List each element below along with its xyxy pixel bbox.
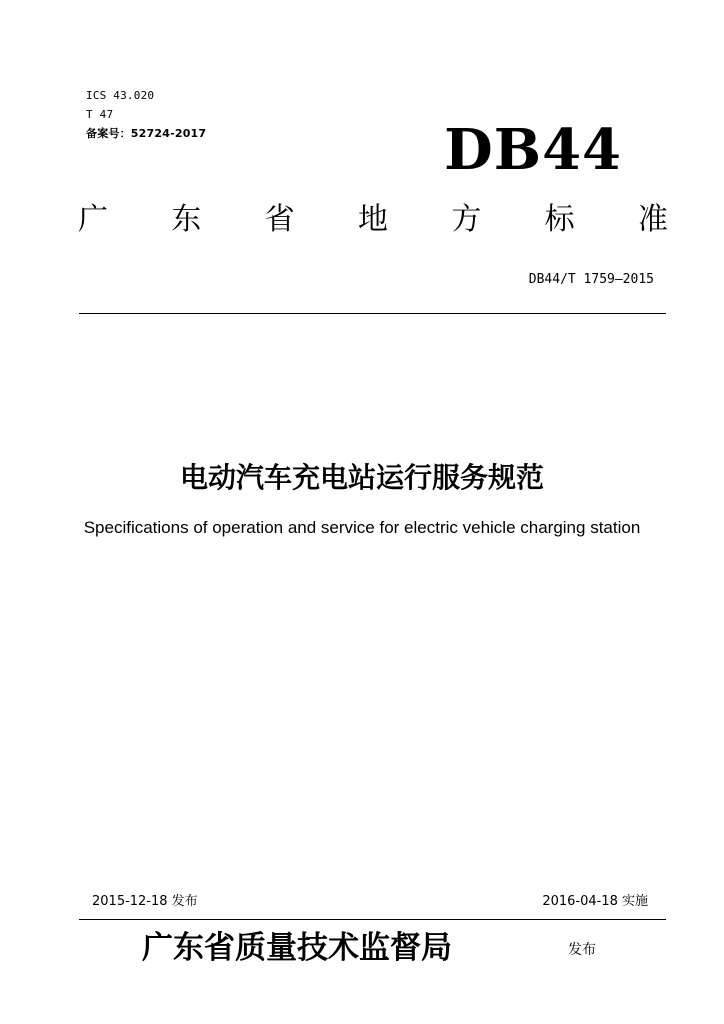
standard-type-char: 东 [171, 202, 202, 237]
classification-code: T 47 [86, 108, 114, 121]
standard-type-char: 广 [78, 202, 108, 237]
document-title-chinese: 电动汽车充电站运行服务规范 [179, 461, 544, 494]
standard-type-title [78, 198, 668, 242]
standard-type-char: 准 [637, 202, 668, 237]
ics-code: ICS 43.020 [86, 89, 155, 102]
standard-type-char: 省 [264, 202, 295, 237]
standard-type-char: 地 [357, 202, 388, 237]
issuer-name: 广东省质量技术监督局 [142, 930, 452, 966]
standard-mark: DB44 [444, 117, 622, 183]
document-title-english: Specifications of operation and service for electric vehicle charging station [83, 518, 641, 537]
standard-type-char: 标 [544, 202, 575, 237]
implementation-date: 2016-04-18 实施 [542, 894, 648, 909]
standard-type-char: 方 [451, 202, 482, 237]
issue-date: 2015-12-18 发布 [92, 894, 198, 909]
top-divider [79, 313, 666, 314]
standard-number: DB44/T 1759—2015 [528, 272, 654, 287]
bottom-divider [79, 919, 666, 920]
issuer-suffix: 发布 [568, 942, 596, 958]
registration-number: 备案号：52724-2017 [86, 127, 207, 140]
